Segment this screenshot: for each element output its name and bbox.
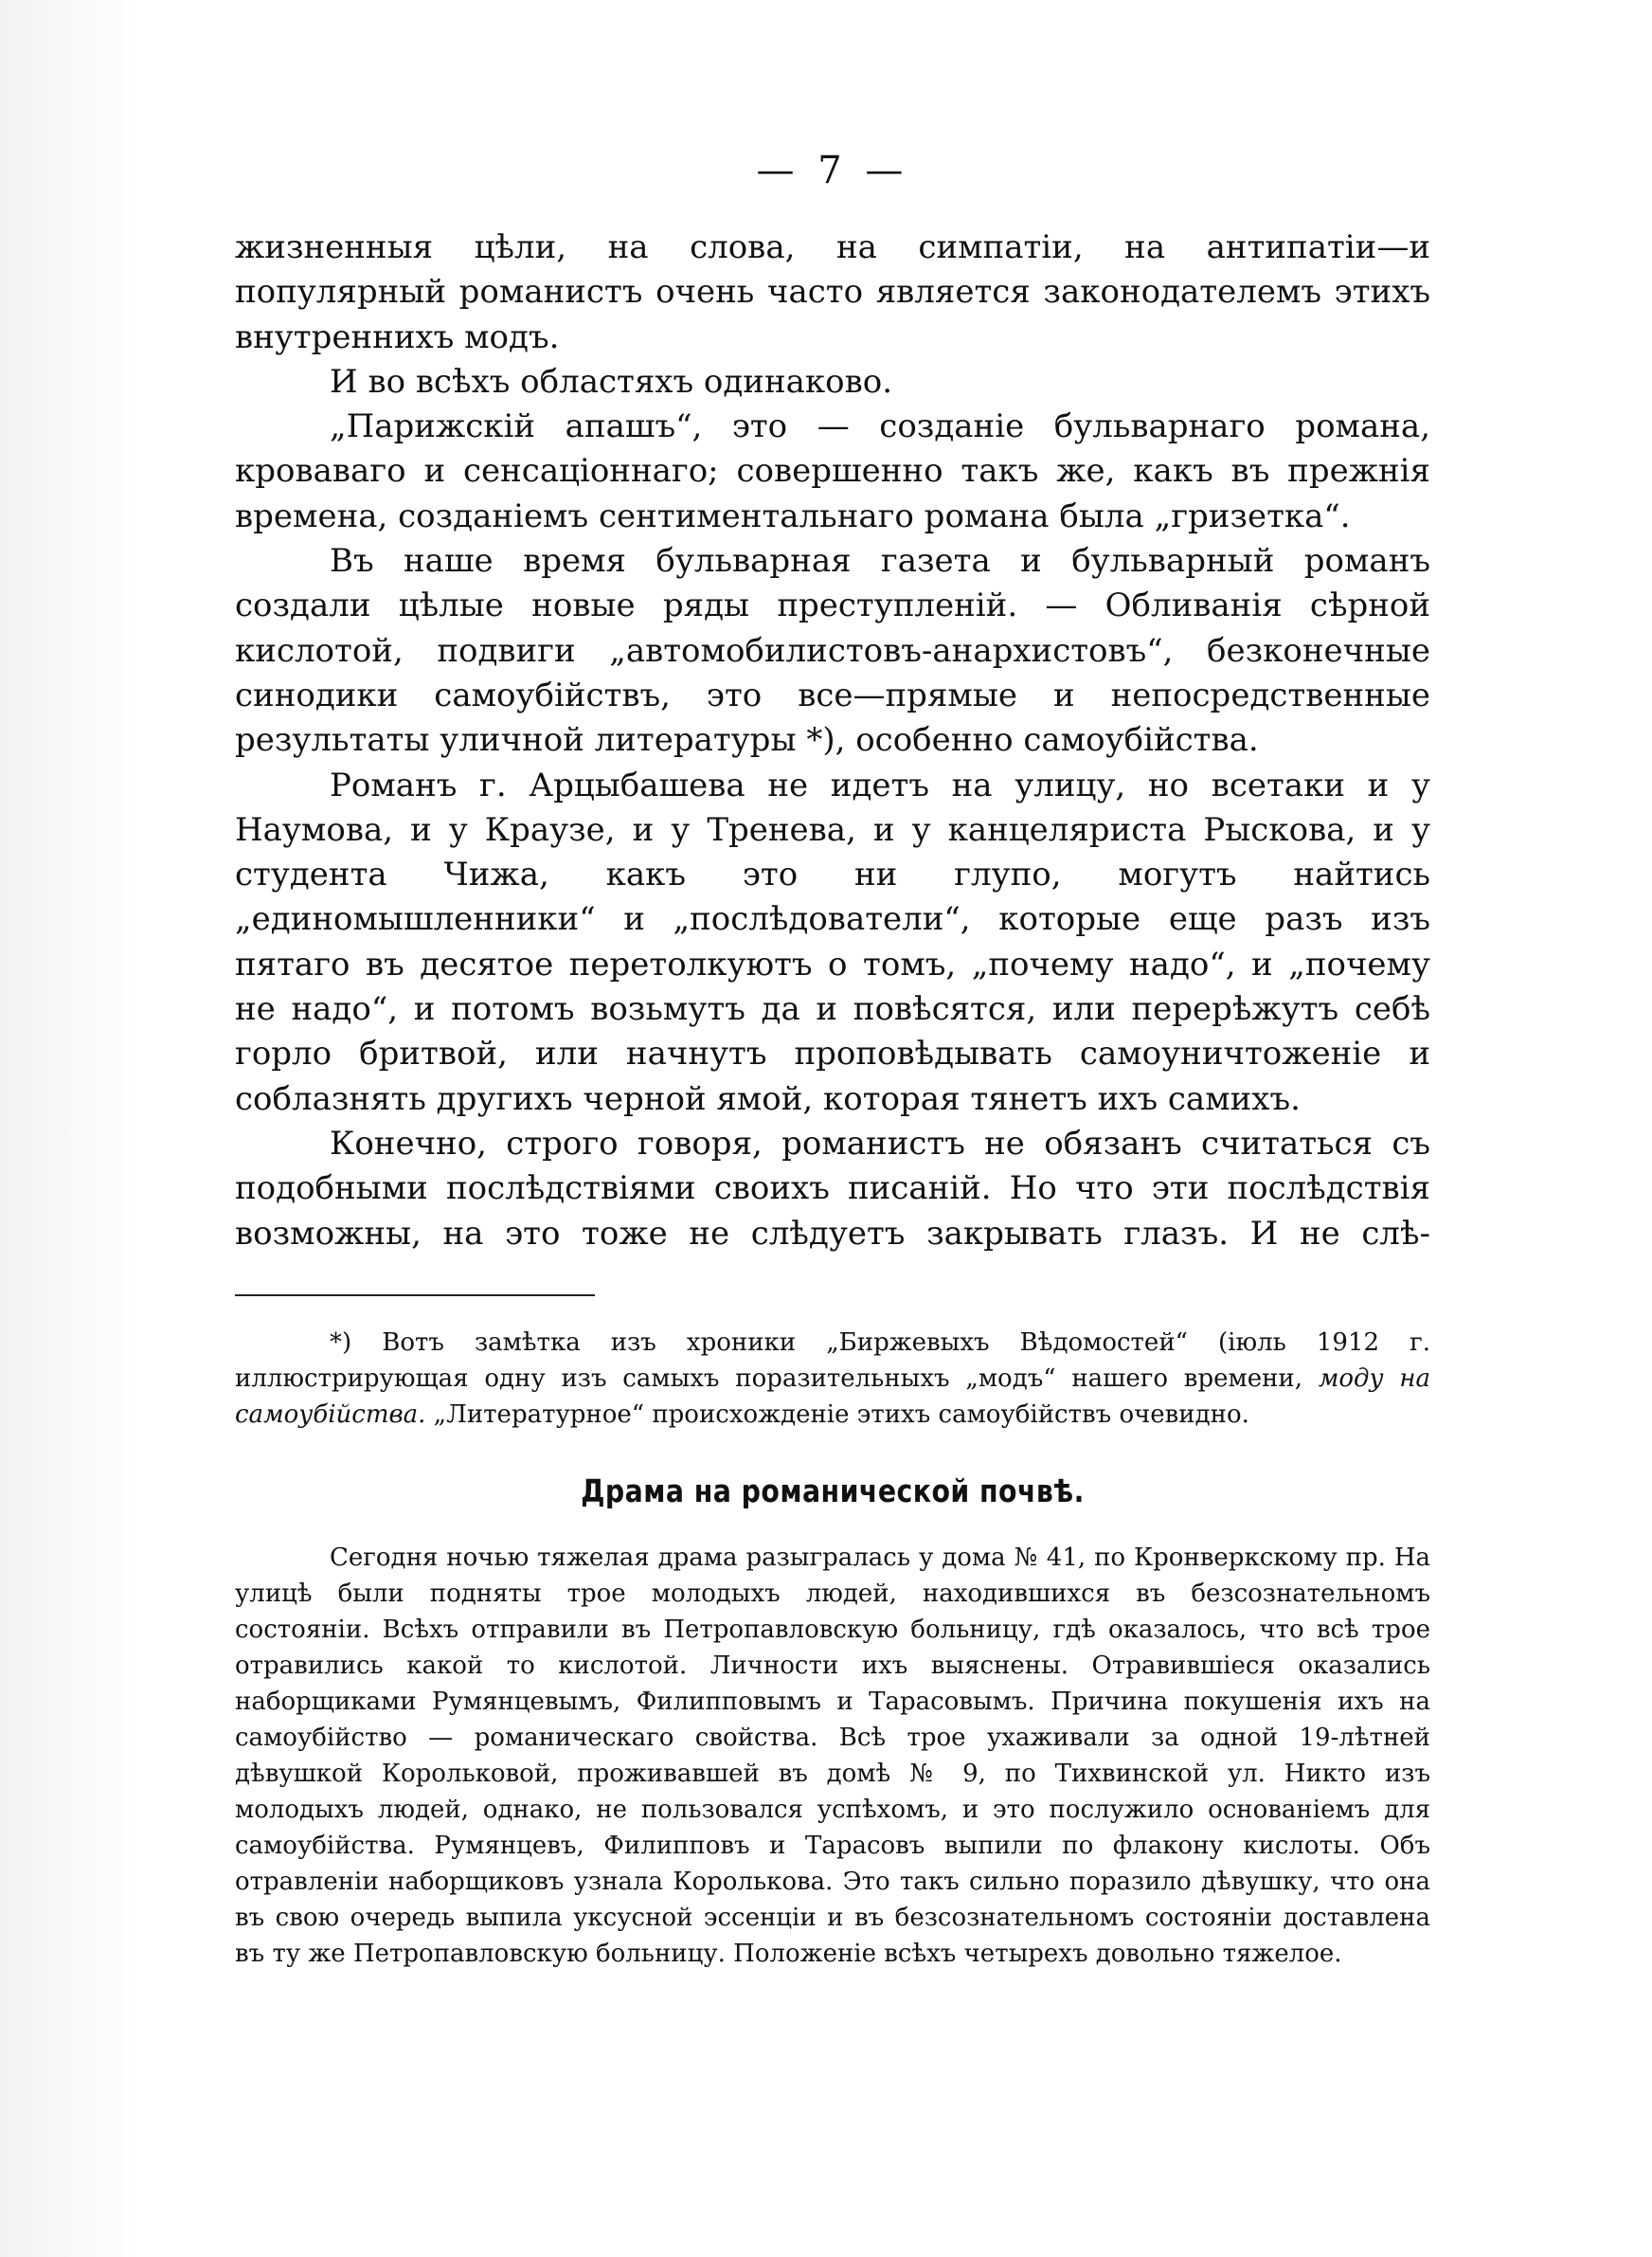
footnote-italic: моду на самоубійства.: [235, 1363, 1431, 1429]
scan-margin-shadow: [0, 0, 142, 2257]
book-page: [235, 142, 1430, 1972]
paragraph-3: „Парижскій апашъ“, это — созданіе бульварнаго романа, кроваваго и сенсаціоннаго; совершенно такъ же, какъ въ прежнія времена, созданіемъ сентиментальнаго романа была „гризетка“.: [235, 407, 1430, 535]
footnote-part-2: „Литературное“ происхожденіе этихъ самоубійствъ очевидно.: [433, 1399, 1249, 1429]
footnote: [235, 1325, 1430, 1433]
footnote-divider: [235, 1294, 595, 1296]
page-number: — 7 —: [756, 149, 909, 192]
clipping-title: Драма на романической почвѣ.: [581, 1472, 1085, 1509]
clipping-text: Сегодня ночью тяжелая драма разыгралась у дома № 41, по Кронверкскому пр. На улицѣ были подняты трое молодыхъ людей, находившихся въ безсознательномъ состояніи. Всѣхъ отправили въ Петропавловскую больницу, гдѣ оказалось, что всѣ трое отравились какой то кислотой. Личности ихъ выяснены. Отравившіеся оказались наборщиками Румянцевымъ, Филипповымъ и Тарасовымъ. Причина покушенія ихъ на самоубійство — романическаго свойства. Всѣ трое ухаживали за одной 19-лѣтней дѣвушкой Корольковой, проживавшей въ домѣ № 9, по Тихвинской ул. Никто изъ молодыхъ людей, однако, не пользовался успѣхомъ, и это послужило основаніемъ для самоубійства. Румянцевъ, Филипповъ и Тарасовъ выпили по флакону кислоты. Объ отравленіи наборщиковъ узнала Королькова. Это такъ сильно поразило дѣвушку, что она въ свою очередь выпила уксусной эссенціи и въ безсознательномъ состояніи доставлена въ ту же Петропавловскую больницу. Положеніе всѣхъ четырехъ довольно тяжелое.: [235, 1543, 1430, 1968]
paragraph-1: жизненныя цѣли, на слова, на симпатіи, на антипатіи—и популярный романистъ очень часто является законодателемъ этихъ внутреннихъ модъ.: [235, 228, 1430, 356]
footnote-text: [235, 1325, 1430, 1433]
paragraph-4: Въ наше время бульварная газета и бульварный романъ создали цѣлые новые ряды преступленій. — Обливанія сѣрной кислотой, подвиги „автомобилистовъ-анархистовъ“, безконечные синодики самоубійствъ, это все—прямые и непосредственные результаты уличной литературы *), особенно самоубійства.: [235, 542, 1430, 760]
paragraph-6: Конечно, строго говоря, романистъ не обязанъ считаться съ подобными послѣдствіями своихъ писаній. Но что эти послѣдствія возможны, на это тоже не слѣдуетъ закрывать глазъ. И не слѣ-: [235, 1124, 1430, 1253]
main-text: [235, 226, 1430, 1256]
paragraph-5: Романъ г. Арцыбашева не идетъ на улицу, но всетаки и у Наумова, и у Краузе, и у Тренева, и у канцеляриста Рыскова, и у студента Чижа, какъ это ни глупо, могутъ найтись „единомышленники“ и „послѣдователи“, которые еще разъ изъ пятаго въ десятое перетолкуютъ о томъ, „почему надо“, и „почему не надо“, и потомъ возьмутъ да и повѣсятся, или перерѣжутъ себѣ горло бритвой, или начнутъ проповѣдывать самоуничтоженіе и соблазнять другихъ черной ямой, которая тянетъ ихъ самихъ.: [235, 766, 1430, 1118]
paragraph-2: И во всѣхъ областяхъ одинаково.: [330, 362, 893, 401]
footnote-part-1: *) Вотъ замѣтка изъ хроники „Биржевыхъ Вѣдомостей“ (іюль 1912 г. иллюстрирующая одну изъ самыхъ поразительныхъ „модъ“ нашего времени,: [235, 1327, 1430, 1393]
clipping-body: [235, 1540, 1430, 1972]
